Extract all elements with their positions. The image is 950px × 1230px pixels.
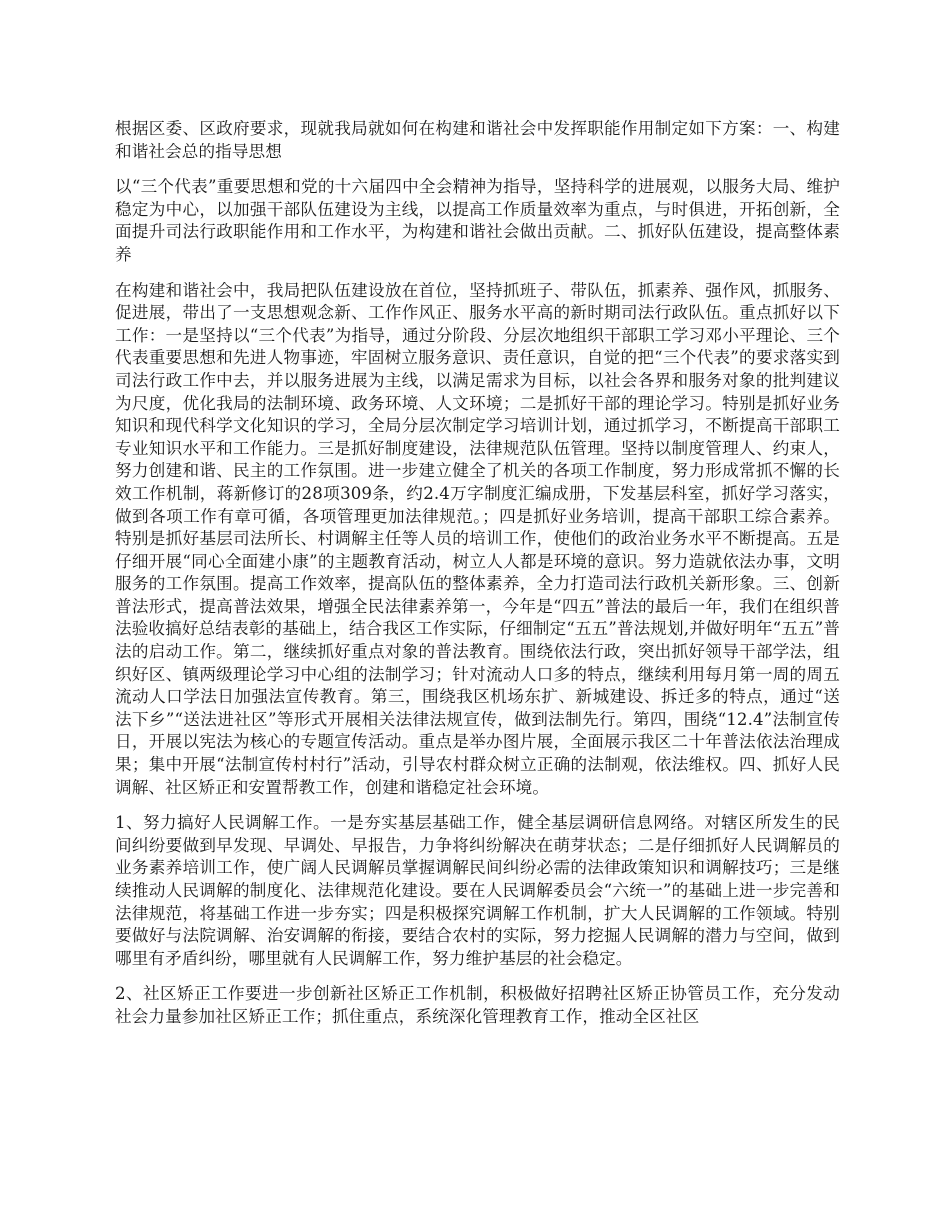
paragraph-community-correction: 2、社区矫正工作要进一步创新社区矫正工作机制，积极做好招聘社区矫正协管员工作，充分发动社会力量参加社区矫正工作；抓住重点，系统深化管理教育工作，推动全区社区 xyxy=(115,984,840,1026)
document-page xyxy=(115,118,840,1042)
paragraph-guiding-thought: 以“三个代表”重要思想和党的十六届四中全会精神为指导，坚持科学的进展观，以服务大局、维护稳定为中心，以加强干部队伍建设为主线，以提高工作质量效率为重点，与时俱进，开拓创新，全面提升司法行政职能作用和工作水平，为构建和谐社会做出贡献。二、抓好队伍建设，提高整体素养 xyxy=(115,177,840,264)
paragraph-team-building: 在构建和谐社会中，我局把队伍建设放在首位，坚持抓班子、带队伍，抓素养、强作风，抓服务、促进展，带出了一支思想观念新、工作作风正、服务水平高的新时期司法行政队伍。重点抓好以下工作：一是坚持以“三个代表”为指导，通过分阶段、分层次地组织干部职工学习邓小平理论、三个代表重要思想和先进人物事迹，牢固树立服务意识、责任意识，自觉的把“三个代表”的要求落实到司法行政工作中去，并以服务进展为主线，以满足需求为目标，以社会各界和服务对象的批判建议为尺度，优化我局的法制环境、政务环境、人文环境；二是抓好干部的理论学习。特别是抓好业务知识和现代科学文化知识的学习，全局分层次制定学习培训计划，通过抓学习，不断提高干部职工专业知识水平和工作能力。三是抓好制度建设，法律规范队伍管理。坚持以制度管理人、约束人，努力创建和谐、民主的工作氛围。进一步建立健全了机关的各项工作制度，努力形成常抓不懈的长效工作机制，蒋新修订的28项309条，约2.4万字制度汇编成册，下发基层科室，抓好学习落实，做到各项工作有章可循，各项管理更加法律规范。；四是抓好业务培训，提高干部职工综合素养。特别是抓好基层司法所长、村调解主任等人员的培训工作，使他们的政治业务水平不断提高。五是仔细开展“同心全面建小康”的主题教育活动，树立人人都是环境的意识。努力造就依法办事，文明服务的工作氛围。提高工作效率，提高队伍的整体素养，全力打造司法行政机关新形象。三、创新普法形式，提高普法效果，增强全民法律素养第一，今年是“四五”普法的最后一年，我们在组织普法验收搞好总结表彰的基础上，结合我区工作实际，仔细制定“五五”普法规划,并做好明年“五五”普法的启动工作。第二，继续抓好重点对象的普法教育。围绕依法行政，突出抓好领导干部学法，组织好区、镇两级理论学习中心组的法制学习；针对流动人口多的特点，继续利用每月第一周的周五流动人口学法日加强法宣传教育。第三，围绕我区机场东扩、新城建设、拆迁多的特点，通过“送法下乡”“送法进社区”等形式开展相关法律法规宣传，做到法制先行。第四，围绕“12.4”法制宣传日，开展以宪法为核心的专题宣传活动。重点是举办图片展，全面展示我区二十年普法依法治理成果；集中开展“法制宣传村村行”活动，引导农村群众树立正确的法制观，依法维权。四、抓好人民调解、社区矫正和安置帮教工作，创建和谐稳定社会环境。 xyxy=(115,280,840,797)
paragraph-mediation: 1、努力搞好人民调解工作。一是夯实基层基础工作，健全基层调研信息网络。对辖区所发生的民间纠纷要做到早发现、早调处、早报告，力争将纠纷解决在萌芽状态；二是仔细抓好人民调解员的业务素养培训工作，使广阔人民调解员掌握调解民间纠纷必需的法律政策知识和调解技巧；三是继续推动人民调解的制度化、法律规范化建设。要在人民调解委员会“六统一”的基础上进一步完善和法律规范，将基础工作进一步夯实；四是积极探究调解工作机制，扩大人民调解的工作领域。特别要做好与法院调解、治安调解的衔接，要结合农村的实际，努力挖掘人民调解的潜力与空间，做到哪里有矛盾纠纷，哪里就有人民调解工作，努力维护基层的社会稳定。 xyxy=(115,813,840,968)
paragraph-intro: 根据区委、区政府要求，现就我局就如何在构建和谐社会中发挥职能作用制定如下方案：一、构建和谐社会总的指导思想 xyxy=(115,119,840,161)
